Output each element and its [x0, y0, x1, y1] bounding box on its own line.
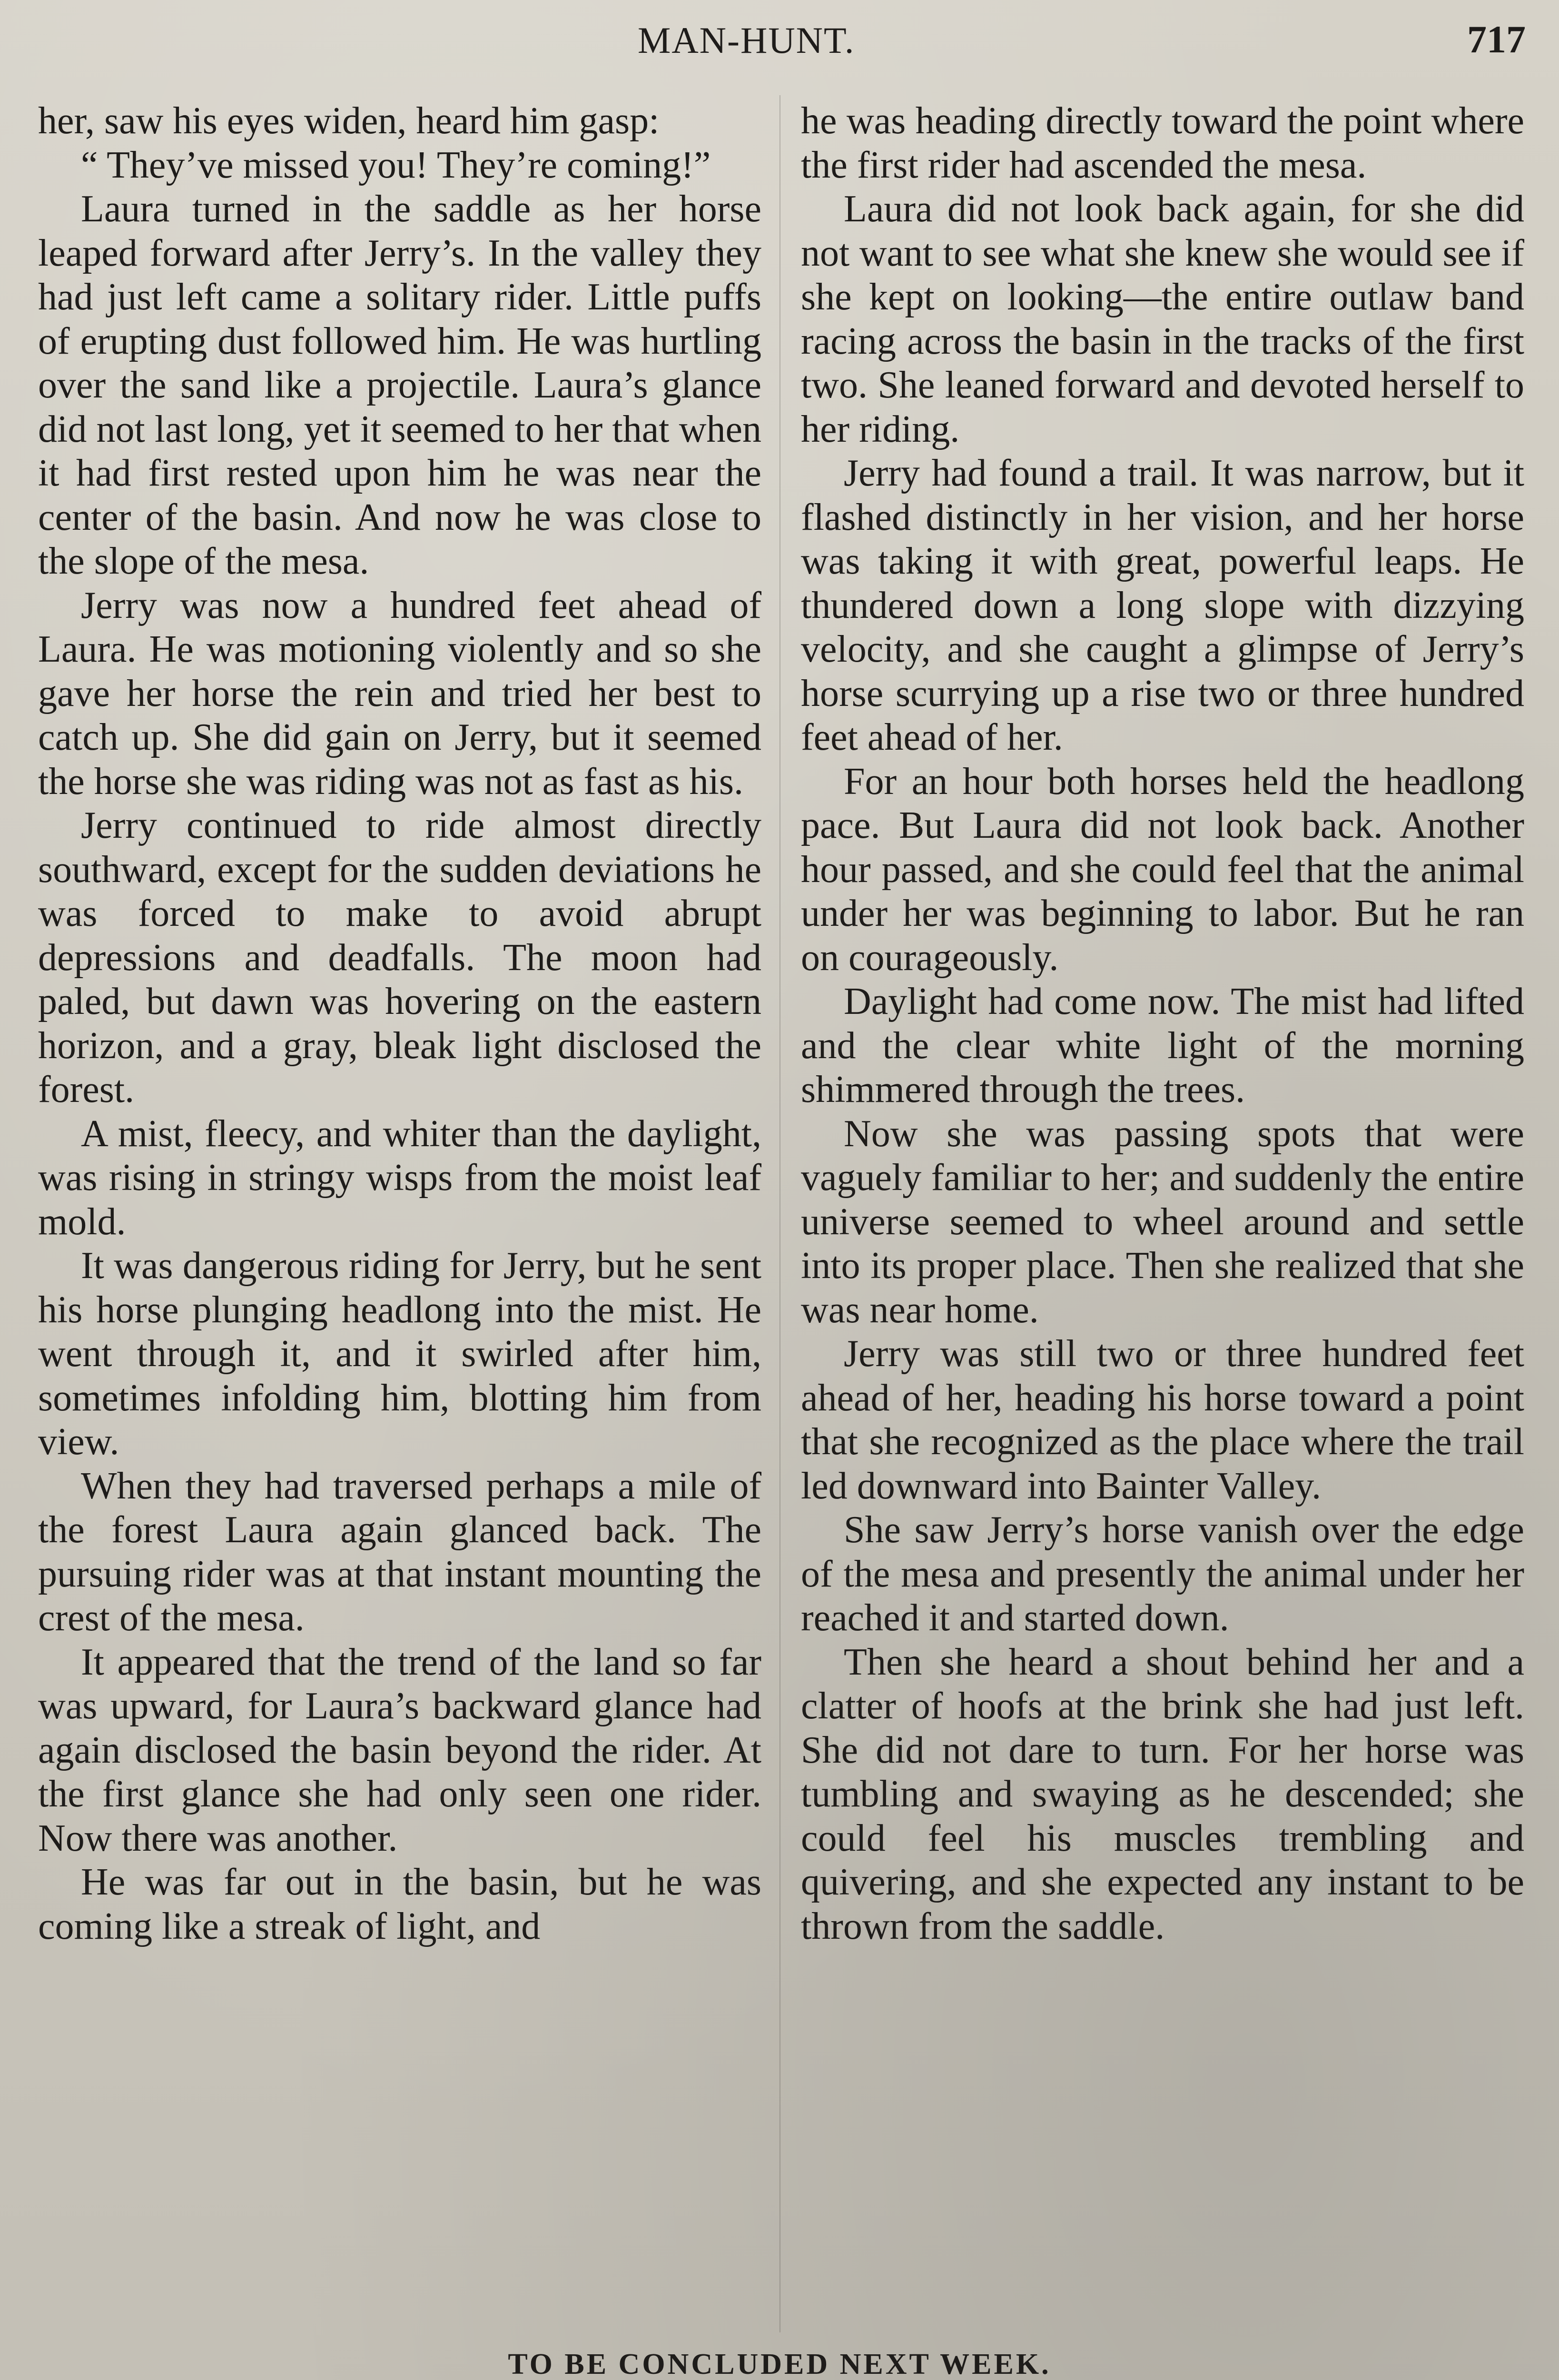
paragraph: For an hour both horses held the headlong pace. But Laura did not look back. Another hour passed, and she could feel that the animal under her was beginning to labor. But he ran on courageously.	[801, 760, 1524, 979]
paragraph: It appeared that the trend of the land so far was upward, for Laura’s backward glance had again disclosed the basin beyond the rider. At the first glance she had only seen one rider. Now there was another.	[38, 1641, 761, 1859]
paragraph: It was dangerous riding for Jerry, but he sent his horse plunging headlong into the mist. He went through it, and it swirled after him, sometimes infolding him, blotting him from view.	[38, 1245, 761, 1463]
paragraph: Jerry was still two or three hundred feet ahead of her, heading his horse toward a point that she recognized as the place where the trail led downward into Bainter Valley.	[801, 1333, 1524, 1507]
right-column	[801, 99, 1524, 1948]
paragraph: Then she heard a shout behind her and a clatter of hoofs at the brink she had just left. She did not dare to turn. For her horse was tumbling and swaying as he descended; she could feel his muscles trembling and quivering, and she expected any instant to be thrown from the saddle.	[801, 1641, 1524, 1947]
page-header	[0, 10, 1559, 63]
paragraph: Laura did not look back again, for she did not want to see what she knew she would see if she kept on looking—the entire outlaw band racing across the basin in the tracks of the first two. She leaned forward and devoted herself to her riding.	[801, 188, 1524, 450]
paragraph: She saw Jerry’s horse vanish over the edge of the mesa and presently the animal under her reached it and started down.	[801, 1509, 1524, 1639]
paragraph: Jerry continued to ride almost directly southward, except for the sudden deviations he was forced to make to avoid abrupt depressions and deadfalls. The moon had paled, but dawn was hovering on the eastern horizon, and a gray, bleak light disclosed the forest.	[38, 804, 761, 1111]
paragraph: Daylight had come now. The mist had lifted and the clear white light of the morning shimmered through the trees.	[801, 981, 1524, 1111]
paragraph: A mist, fleecy, and whiter than the daylight, was rising in stringy wisps from the moist leaf mold.	[38, 1112, 761, 1243]
paragraph: When they had traversed perhaps a mile of the forest Laura again glanced back. The pursuing rider was at that instant mounting the crest of the mesa.	[38, 1465, 761, 1639]
paragraph: her, saw his eyes widen, heard him gasp:	[38, 100, 660, 142]
paragraph: “ They’ve missed you! They’re coming!”	[81, 144, 711, 186]
left-column	[38, 99, 761, 1948]
running-head: MAN-HUNT.	[638, 20, 855, 61]
continuation-note: TO BE CONCLUDED NEXT WEEK.	[508, 2348, 1051, 2380]
paragraph: Now she was passing spots that were vaguely familiar to her; and suddenly the entire universe seemed to wheel around and settle into its proper place. Then she realized that she was near home.	[801, 1112, 1524, 1331]
paragraph: Laura turned in the saddle as her horse leaped forward after Jerry’s. In the valley they had just left came a solitary rider. Little puffs of erupting dust followed him. He was hurtling over the sand like a projectile. Laura’s glance did not last long, yet it seemed to her that when it had first rested upon him he was near the center of the basin. And now he was close to the slope of the mesa.	[38, 188, 761, 582]
paragraph: Jerry was now a hundred feet ahead of Laura. He was motioning violently and so she gave her horse the rein and tried her best to catch up. She did gain on Jerry, but it seemed the horse she was riding was not as fast as his.	[38, 584, 761, 803]
paragraph: Jerry had found a trail. It was narrow, but it flashed distinctly in her vision, and her horse was taking it with great, powerful leaps. He thundered down a long slope with dizzying velocity, and she caught a glimpse of Jerry’s horse scurrying up a rise two or three hundred feet ahead of her.	[801, 452, 1524, 758]
paragraph: He was far out in the basin, but he was coming like a streak of light, and	[38, 1861, 761, 1947]
paragraph: he was heading directly toward the point where the first rider had ascended the mesa.	[801, 100, 1524, 186]
page-number: 717	[1467, 18, 1526, 61]
